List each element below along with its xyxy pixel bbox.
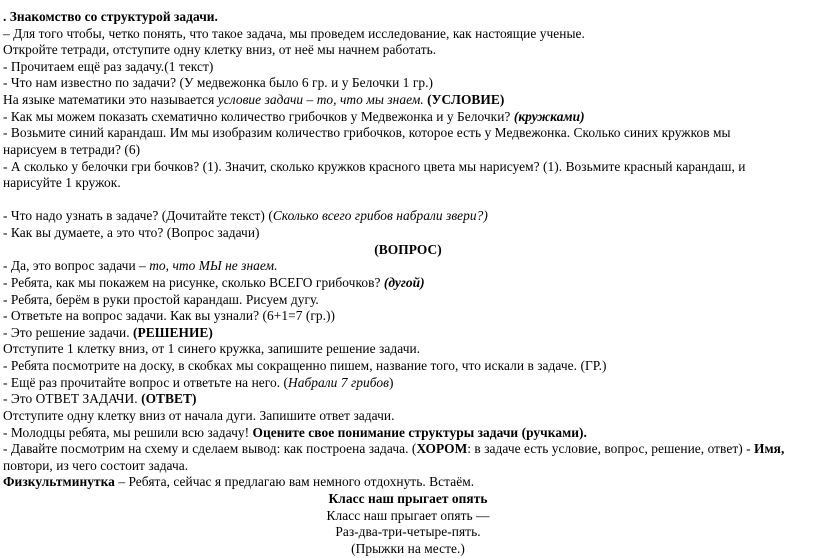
text-line xyxy=(3,175,121,191)
text-span: - Ребята, берём в руки простой карандаш. Рисуем дугу. xyxy=(3,291,319,307)
text-span: повтори, из чего состоит задача. xyxy=(3,457,189,473)
text-line xyxy=(0,242,816,258)
text-span: (Прыжки на месте.) xyxy=(351,540,465,556)
text-span: Раз-два-три-четыре-пять. xyxy=(335,524,481,540)
text-span: - А сколько у белочки гри бочков? (1). Значит, сколько кружков красного цвета мы нарисуем? (1). Возьмите красный карандаш, и xyxy=(3,158,746,174)
text-line xyxy=(3,474,474,490)
text-span: то, что МЫ не знаем. xyxy=(149,258,278,274)
text-span: - Да, это вопрос задачи – xyxy=(3,258,150,274)
text-span: – Ребята, сейчас я предлагаю вам немного отдохнуть. Встаём. xyxy=(114,474,475,490)
text-span: - Что надо узнать в задаче? (Дочитайте текст) ( xyxy=(3,208,273,224)
text-span: (ВОПРОС) xyxy=(374,241,442,257)
text-span: ХОРОМ xyxy=(416,441,468,457)
text-span: - Что нам известно по задачи? (У медвежонка было 6 гр. и у Белочки 1 гр.) xyxy=(3,75,434,91)
text-span: Класс наш прыгает опять — xyxy=(326,507,490,523)
text-line xyxy=(3,358,606,374)
text-span: : в задаче есть условие, вопрос, решение, ответ) - xyxy=(467,441,755,457)
text-line xyxy=(3,75,433,91)
text-line xyxy=(3,125,731,141)
text-span: - Это решение задачи. xyxy=(3,324,134,340)
text-span: Сколько всего грибов набрали звери?) xyxy=(272,208,488,224)
text-line xyxy=(3,458,188,474)
text-line xyxy=(3,59,213,75)
text-line xyxy=(3,109,585,125)
text-span: - Это ОТВЕТ ЗАДАЧИ. xyxy=(3,391,142,407)
text-span: Набрали 7 грибов xyxy=(288,374,389,390)
text-span: Отступите одну клетку вниз от начала дуги. Запишите ответ задачи. xyxy=(3,407,395,423)
text-span: (РЕШЕНИЕ) xyxy=(133,324,213,340)
text-span: Откройте тетради, отступите одну клетку вниз, от неё мы начнем работать. xyxy=(3,42,437,58)
text-span: - Ребята посмотрите на доску, в скобках мы сокращенно пишем, название того, что искали в задаче. (ГР.) xyxy=(3,358,607,374)
text-span: Отступите 1 клетку вниз, от 1 синего кружка, запишите решение задачи. xyxy=(3,341,421,357)
text-line xyxy=(3,26,585,42)
text-span: Класс наш прыгает опять xyxy=(328,490,488,506)
text-span: - Как вы думаете, а это что? (Вопрос задачи) xyxy=(3,225,260,241)
text-line xyxy=(3,375,393,391)
text-line xyxy=(3,325,213,341)
text-span: - Ребята, как мы покажем на рисунке, сколько ВСЕГО грибочков? xyxy=(3,274,384,290)
text-span: нарисуем в тетради? (6) xyxy=(3,141,141,157)
text-line xyxy=(3,42,436,58)
text-span: (дугой) xyxy=(383,274,425,290)
text-line xyxy=(3,425,587,441)
text-line xyxy=(3,258,278,274)
text-line xyxy=(3,225,260,241)
text-span: ) xyxy=(388,374,394,390)
text-line xyxy=(3,391,197,407)
text-line xyxy=(3,142,140,158)
text-span: Имя, xyxy=(754,441,785,457)
text-line xyxy=(0,491,816,507)
text-line xyxy=(3,92,504,108)
text-line xyxy=(3,9,218,25)
text-span: На языке математики это называется xyxy=(3,92,218,108)
text-span: - Молодцы ребята, мы решили всю задачу! xyxy=(3,424,253,440)
text-span: - Ещё раз прочитайте вопрос и ответьте на него. ( xyxy=(3,374,289,390)
text-span: условие задачи – то, что мы знаем. xyxy=(217,92,424,108)
text-line xyxy=(3,341,420,357)
text-span: Оцените свое понимание структуры задачи (ручками). xyxy=(252,424,587,440)
text-span: - Как мы можем показать схематично количество грибочков у Медвежонка и у Белочки? xyxy=(3,108,514,124)
text-span: Физкультминутка xyxy=(3,474,115,490)
text-span: - Возьмите синий карандаш. Им мы изобразим количество грибочков, которое есть у Медвежонка. Сколько синих кружков мы xyxy=(3,125,731,141)
text-span: . Знакомство со структурой задачи. xyxy=(3,9,218,24)
text-span: – Для того чтобы, четко понять, что такое задача, мы проведем исследование, как настоящие ученые. xyxy=(3,25,585,41)
text-line xyxy=(3,308,335,324)
text-line xyxy=(3,292,319,308)
text-line xyxy=(3,159,746,175)
text-line xyxy=(3,408,395,424)
text-line xyxy=(0,508,816,524)
text-span: - Ответьте на вопрос задачи. Как вы узнали? (6+1=7 (гр.)) xyxy=(3,308,336,324)
text-span: (УСЛОВИЕ) xyxy=(423,92,505,108)
text-line xyxy=(0,541,816,557)
text-span: (ОТВЕТ) xyxy=(141,391,197,407)
text-line xyxy=(3,208,488,224)
text-span: нарисуйте 1 кружок. xyxy=(3,175,121,191)
text-line xyxy=(3,441,784,457)
text-span: - Прочитаем ещё раз задачу.(1 текст) xyxy=(3,58,214,74)
text-span: - Давайте посмотрим на схему и сделаем вывод: как построена задача. ( xyxy=(3,441,417,457)
text-span: (кружками) xyxy=(513,108,585,124)
text-line xyxy=(0,524,816,540)
text-line xyxy=(3,275,425,291)
